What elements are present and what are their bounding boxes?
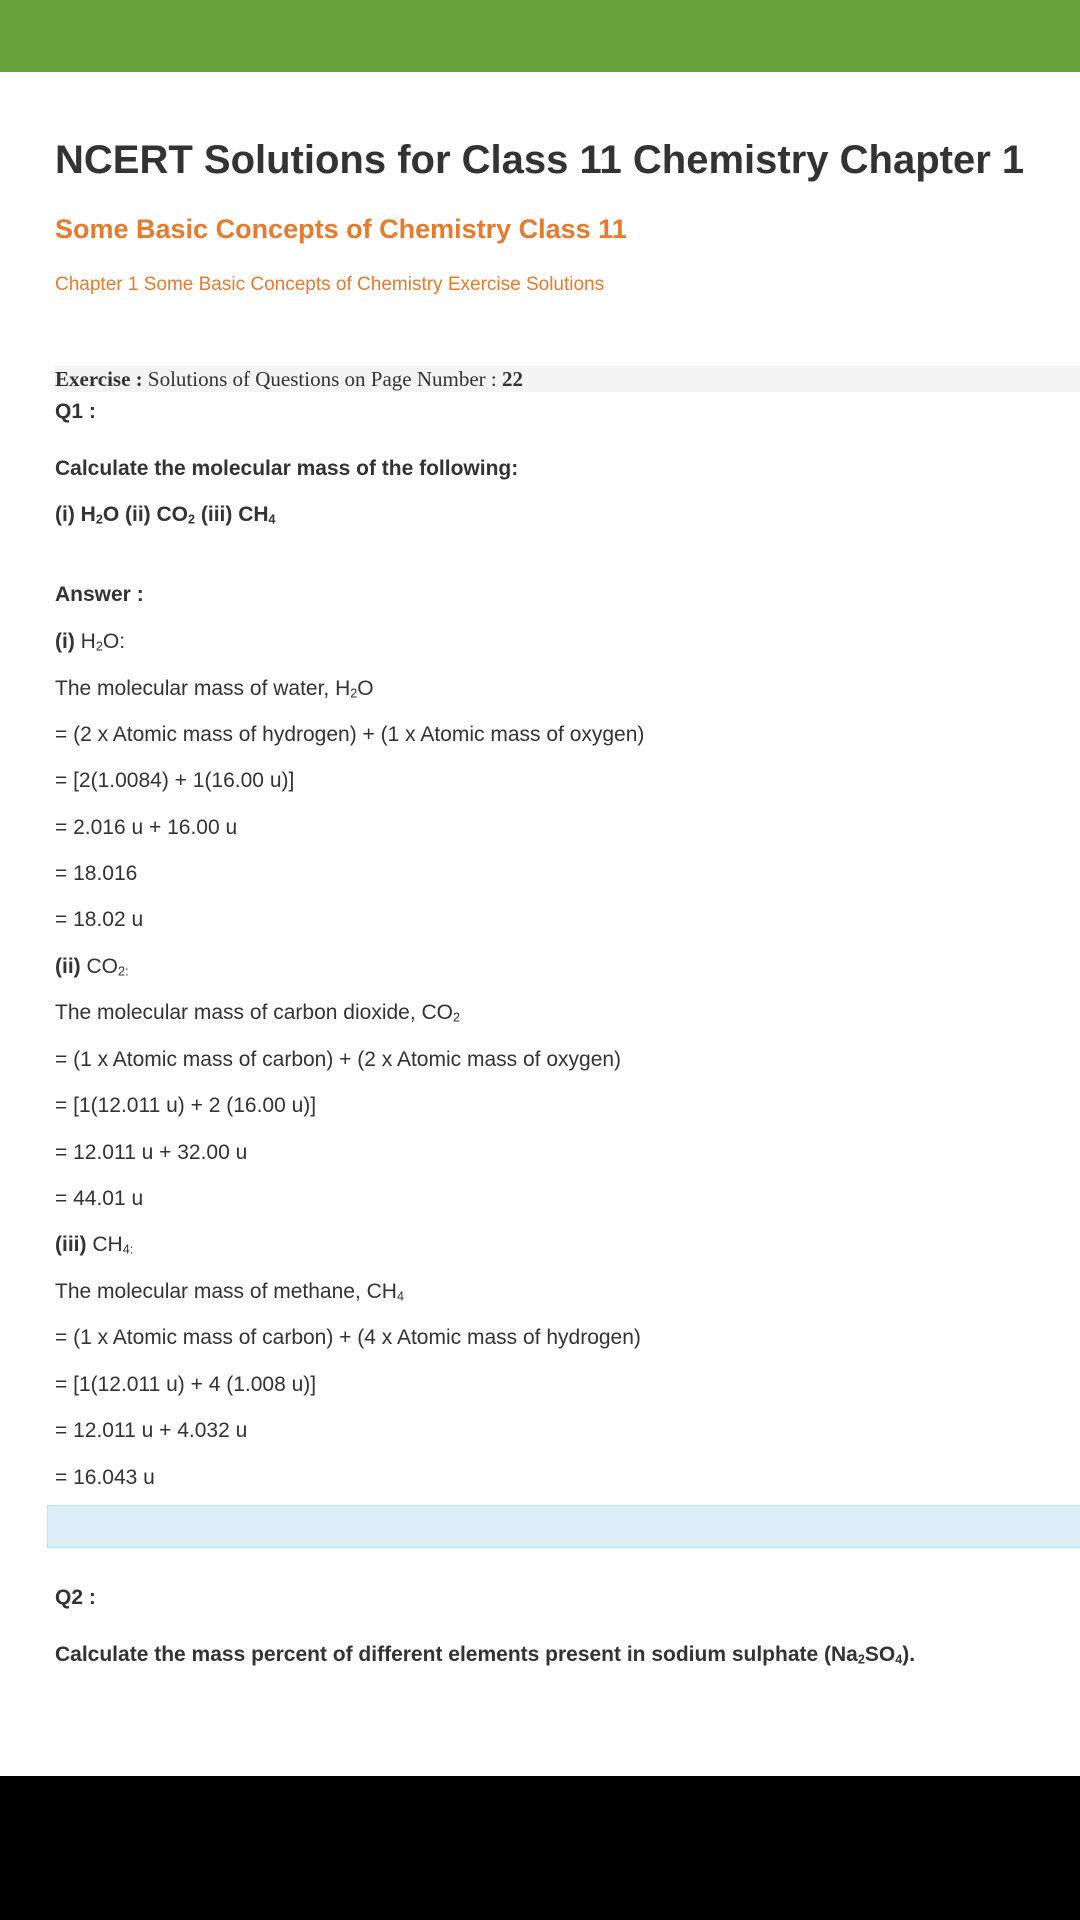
answer-part-i-heading: (i) $H_2O$: xyxy=(55,630,126,654)
answer-line: = 16.043 u xyxy=(55,1466,155,1489)
answer-line: = 18.02 u xyxy=(55,908,144,931)
answer-line: = 44.01 u xyxy=(55,1187,144,1210)
question-1-label: Q1 : xyxy=(55,400,96,423)
answer-line: = [1(12.011 u) + 2 (16.00 u)] xyxy=(55,1094,317,1117)
answer-line: = 12.011 u + 32.00 u xyxy=(55,1141,248,1164)
answer-line: = 12.011 u + 4.032 u xyxy=(55,1419,248,1442)
answer-line: = (1 x Atomic mass of carbon) + (2 x Atomic mass of oxygen) xyxy=(55,1048,622,1071)
question-2-label: Q2 : xyxy=(55,1586,96,1609)
answer-separator-box xyxy=(47,1505,1080,1548)
answer-line: = [1(12.011 u) + 4 (1.008 u)] xyxy=(55,1373,317,1396)
exercise-label: Exercise : xyxy=(55,367,143,391)
page-title: NCERT Solutions for Class 11 Chemistry Chapter 1 xyxy=(55,138,1025,182)
answer-line: = (1 x Atomic mass of carbon) + (4 x Atomic mass of hydrogen) xyxy=(55,1326,641,1349)
top-app-bar xyxy=(0,0,1080,72)
answer-part-ii-description: The molecular mass of carbon dioxide, $CO_2$ xyxy=(55,1001,461,1025)
answer-line: = (2 x Atomic mass of hydrogen) + (1 x Atomic mass of oxygen) xyxy=(55,723,645,746)
answer-line: = 2.016 u + 16.00 u xyxy=(55,816,238,839)
answer-label: Answer : xyxy=(55,583,144,606)
answer-line: = [2(1.0084) + 1(16.00 u)] xyxy=(55,769,295,792)
question-1-text: Calculate the molecular mass of the following: xyxy=(55,457,519,480)
answer-line: = 18.016 xyxy=(55,862,138,885)
answer-part-iii-description: The molecular mass of methane, $CH_4$ xyxy=(55,1280,404,1304)
exercise-page-number: 22 xyxy=(502,367,523,391)
exercise-bar xyxy=(55,366,1080,392)
answer-part-i-description: The molecular mass of water, $H_2O$ xyxy=(55,677,374,701)
answer-part-iii-heading: (iii) $CH_{4:}$ xyxy=(55,1233,134,1257)
bottom-navigation-bar xyxy=(0,1776,1080,1920)
answer-part-ii-heading: (ii) $CO_{2:}$ xyxy=(55,955,129,979)
question-1-parts: (i) $H_2O$ (ii) $CO_2$ (iii) $CH_4$ xyxy=(55,503,276,527)
exercise-text: Solutions of Questions on Page Number : xyxy=(147,367,497,391)
page-subtitle: Some Basic Concepts of Chemistry Class 11 xyxy=(55,214,627,244)
chapter-caption: Chapter 1 Some Basic Concepts of Chemistry Exercise Solutions xyxy=(55,274,605,295)
question-2-text: Calculate the mass percent of different elements present in sodium sulphate $(Na_2SO_4)$. xyxy=(55,1643,916,1667)
